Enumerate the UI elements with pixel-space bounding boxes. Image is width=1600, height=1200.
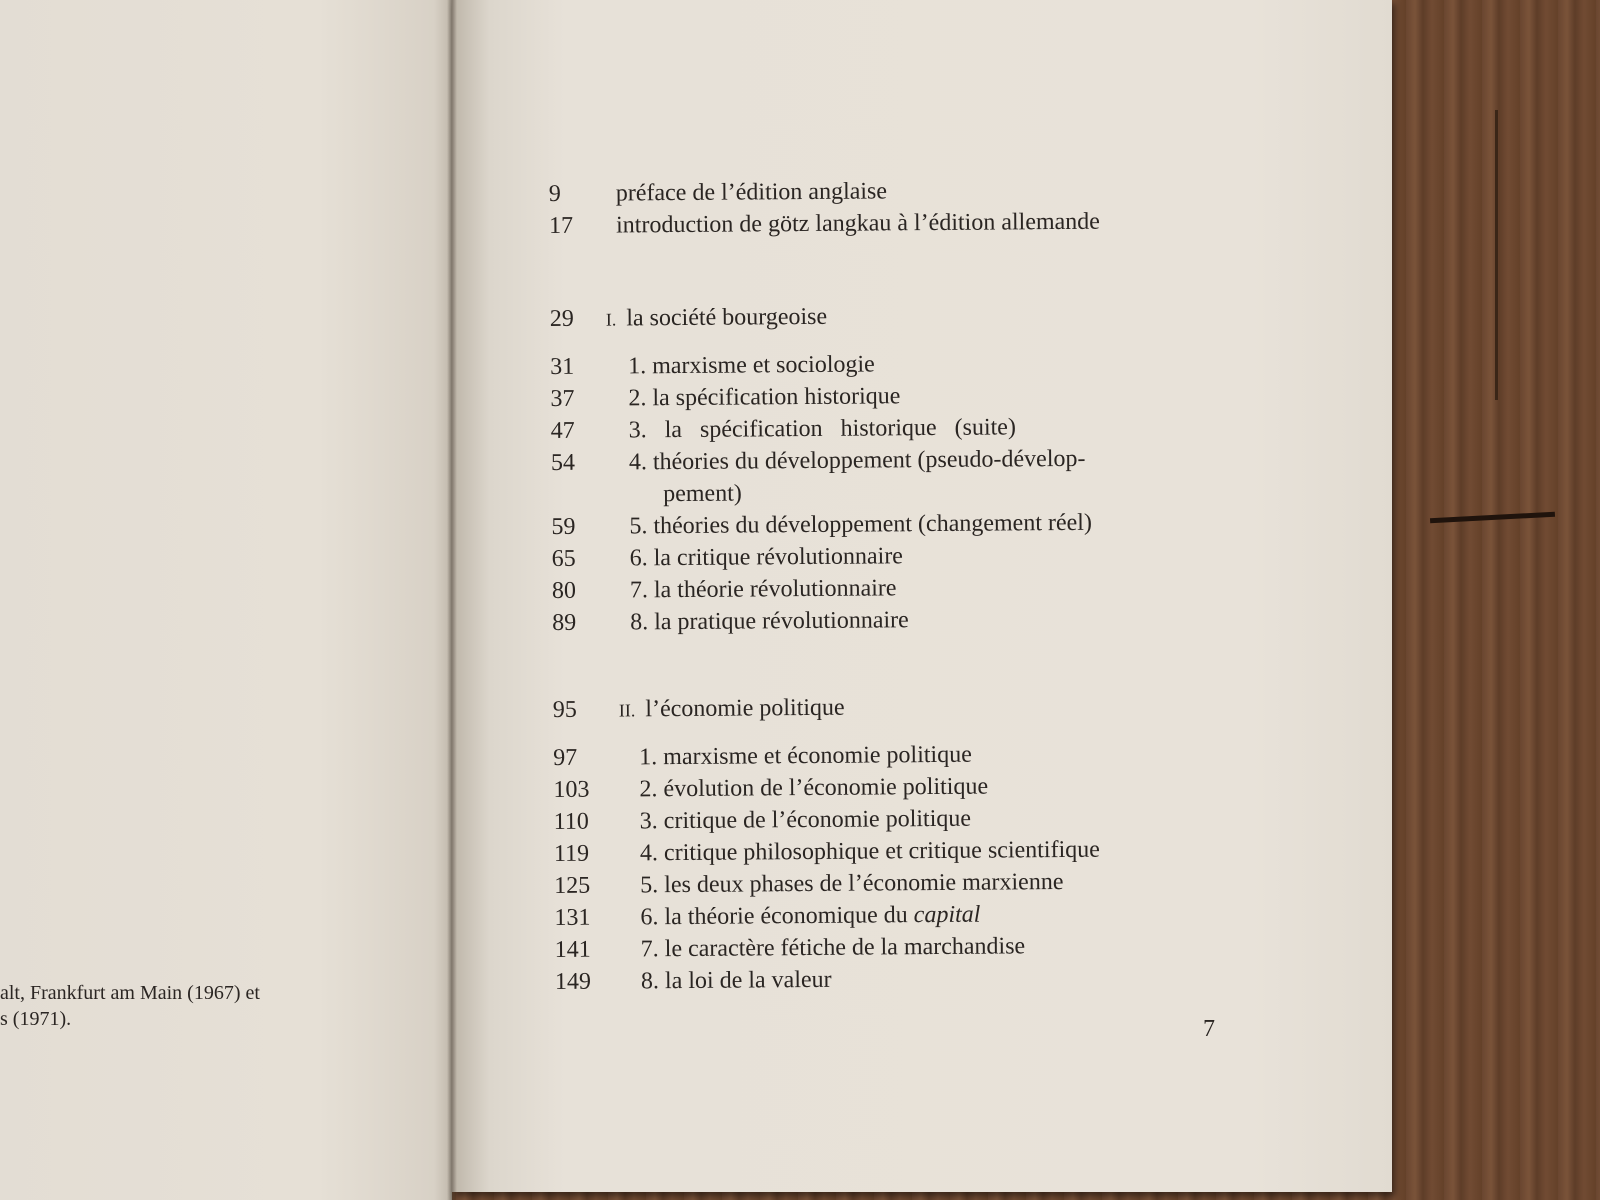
toc-page-number: 59: [551, 513, 576, 541]
chapter-number: 3.: [639, 808, 658, 835]
chapter-title: la pratique révolutionnaire: [654, 607, 909, 636]
toc-entry: [553, 736, 1253, 771]
chapter-number: 4.: [639, 840, 659, 867]
left-page-footnote: [0, 980, 400, 1032]
table-of-contents: [547, 0, 1256, 1200]
chapter-number: 1.: [639, 744, 658, 771]
toc-page-number: 37: [550, 385, 575, 413]
toc-page-number: 141: [554, 936, 591, 963]
chapter-title-italic: capital: [913, 901, 981, 929]
toc-page-number: 110: [553, 808, 589, 835]
chapter-number: 2.: [628, 385, 647, 412]
chapter-number: 5.: [640, 872, 659, 899]
toc-page-number: 95: [552, 696, 577, 723]
toc-entry: [548, 173, 1249, 208]
chapter-title: marxisme et économie politique: [663, 741, 972, 771]
toc-page-number: 31: [550, 353, 575, 381]
chapter-title: la critique révolutionnaire: [653, 543, 904, 572]
folio-page-number: 7: [1203, 1016, 1215, 1042]
wood-seam: [1495, 110, 1498, 400]
chapter-title: la théorie économique du: [664, 902, 908, 931]
toc-part-heading: [549, 298, 1250, 333]
chapter-number: 1.: [628, 353, 647, 380]
chapter-title: théories du développement (pseudo-dévelop-: [652, 445, 1086, 476]
chapter-number: 7.: [629, 577, 649, 604]
part-numeral: I.: [605, 309, 617, 330]
chapter-title: la spécification historique: [652, 383, 901, 412]
toc-page-number: 80: [551, 577, 577, 604]
chapter-number: 5.: [629, 513, 648, 540]
chapter-title: marxisme et sociologie: [652, 351, 875, 380]
chapter-number: 3.: [628, 417, 647, 444]
chapter-number: 6.: [629, 545, 648, 572]
toc-page-number: 97: [553, 744, 578, 771]
chapter-title: les deux phases de l’économie marxienne: [664, 868, 1064, 899]
toc-page-number: 119: [553, 840, 590, 867]
chapter-number: 6.: [640, 904, 659, 931]
toc-page-number: 47: [550, 417, 575, 445]
toc-page-number: 54: [550, 449, 576, 477]
toc-page-number: 89: [552, 609, 577, 636]
toc-page-number: 17: [548, 212, 574, 240]
part-title: la société bourgeoise: [626, 303, 828, 332]
chapter-title-continuation: pement): [663, 480, 742, 508]
book-gutter: [447, 0, 457, 1200]
toc-page-number: 9: [548, 180, 561, 208]
toc-page-number: 103: [553, 776, 590, 803]
chapter-title: la loi de la valeur: [664, 966, 832, 995]
chapter-number: 8.: [640, 968, 660, 995]
toc-page-number: 149: [554, 968, 592, 995]
footnote-line: alt, Frankfurt am Main (1967) et: [0, 982, 260, 1004]
chapter-title: la spécification historique (suite): [664, 414, 1016, 444]
chapter-title: théories du développement (changement réel): [653, 509, 1092, 540]
left-page: [0, 0, 452, 1200]
part-numeral: II.: [618, 700, 636, 721]
toc-entry: [550, 346, 1250, 381]
chapter-number: 8.: [630, 609, 649, 636]
chapter-title: critique philosophique et critique scientifique: [663, 836, 1100, 867]
footnote-line: s (1971).: [0, 1008, 72, 1030]
chapter-number: 4.: [628, 449, 648, 476]
chapter-number: 7.: [640, 936, 659, 963]
chapter-title: évolution de l’économie politique: [663, 773, 989, 803]
toc-page-number: 65: [551, 545, 576, 573]
toc-page-number: 131: [554, 904, 591, 931]
chapter-title: la théorie révolutionnaire: [653, 575, 897, 604]
chapter-title: le caractère fétiche de la marchandise: [664, 933, 1026, 963]
toc-page-number: 29: [549, 305, 574, 333]
toc-page-number: 125: [554, 872, 591, 899]
toc-title: préface de l’édition anglaise: [615, 178, 888, 207]
chapter-number: 2.: [639, 776, 658, 803]
toc-entry: [551, 506, 1251, 541]
toc-title: introduction de götz langkau à l’édition allemande: [615, 208, 1100, 239]
part-title: l’économie politique: [645, 694, 845, 723]
chapter-title: critique de l’économie politique: [663, 805, 972, 835]
toc-part-heading: [552, 688, 1253, 723]
